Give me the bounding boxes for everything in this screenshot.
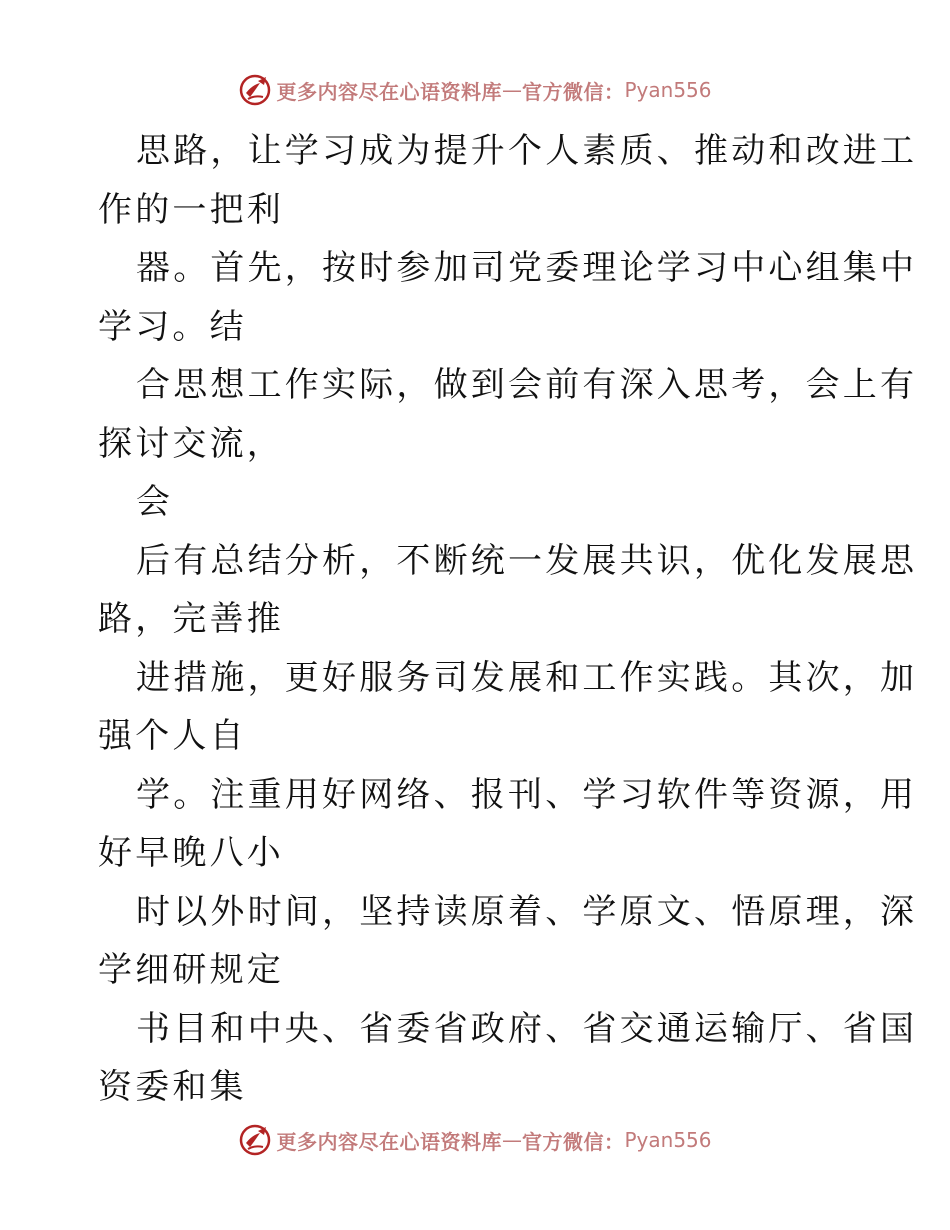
red-pen-logo-icon	[238, 73, 272, 107]
body-line: 学细研规定	[98, 950, 284, 990]
footer-banner	[0, 1120, 950, 1160]
body-line: 路，完善推	[98, 599, 284, 639]
banner-wechat-handle: Pyan556	[624, 78, 712, 102]
banner-wechat-label: 官方微信：	[521, 1129, 625, 1154]
banner-wechat-handle: Pyan556	[624, 1128, 712, 1152]
body-line: 进措施，更好服务司发展和工作实践。其次，加	[136, 657, 918, 698]
body-line: 好早晚八小	[98, 833, 284, 873]
body-line: 器。首先，按时参加司党委理论学习中心组集中	[136, 248, 918, 288]
body-line: 强个人自	[98, 716, 247, 756]
banner-text: 更多内容尽在心语资料库	[276, 79, 502, 104]
banner-separator: —	[501, 78, 522, 102]
body-line: 后有总结分析，不断统一发展共识，优化发展思	[136, 540, 918, 581]
body-line: 学习。结	[98, 306, 247, 347]
body-line: 思路，让学习成为提升个人素质、推动和改进工	[136, 131, 918, 171]
body-line: 资委和集	[98, 1067, 247, 1107]
body-line: 会	[136, 482, 174, 522]
banner-separator: —	[501, 1128, 522, 1152]
body-line: 学。注重用好网络、报刊、学习软件等资源，用	[136, 774, 918, 815]
banner-text: 更多内容尽在心语资料库	[276, 1129, 502, 1154]
body-line: 书目和中央、省委省政府、省交通运输厅、省国	[136, 1008, 918, 1049]
document-body	[98, 122, 918, 1117]
body-line: 作的一把利	[98, 189, 284, 230]
banner-wechat-label: 官方微信：	[521, 79, 625, 104]
red-pen-logo-icon	[238, 1123, 272, 1157]
body-line: 合思想工作实际，做到会前有深入思考，会上有	[136, 365, 918, 405]
body-line: 探讨交流，	[98, 423, 284, 464]
header-banner	[0, 70, 950, 110]
body-line: 时以外时间，坚持读原着、学原文、悟原理，深	[136, 891, 918, 932]
